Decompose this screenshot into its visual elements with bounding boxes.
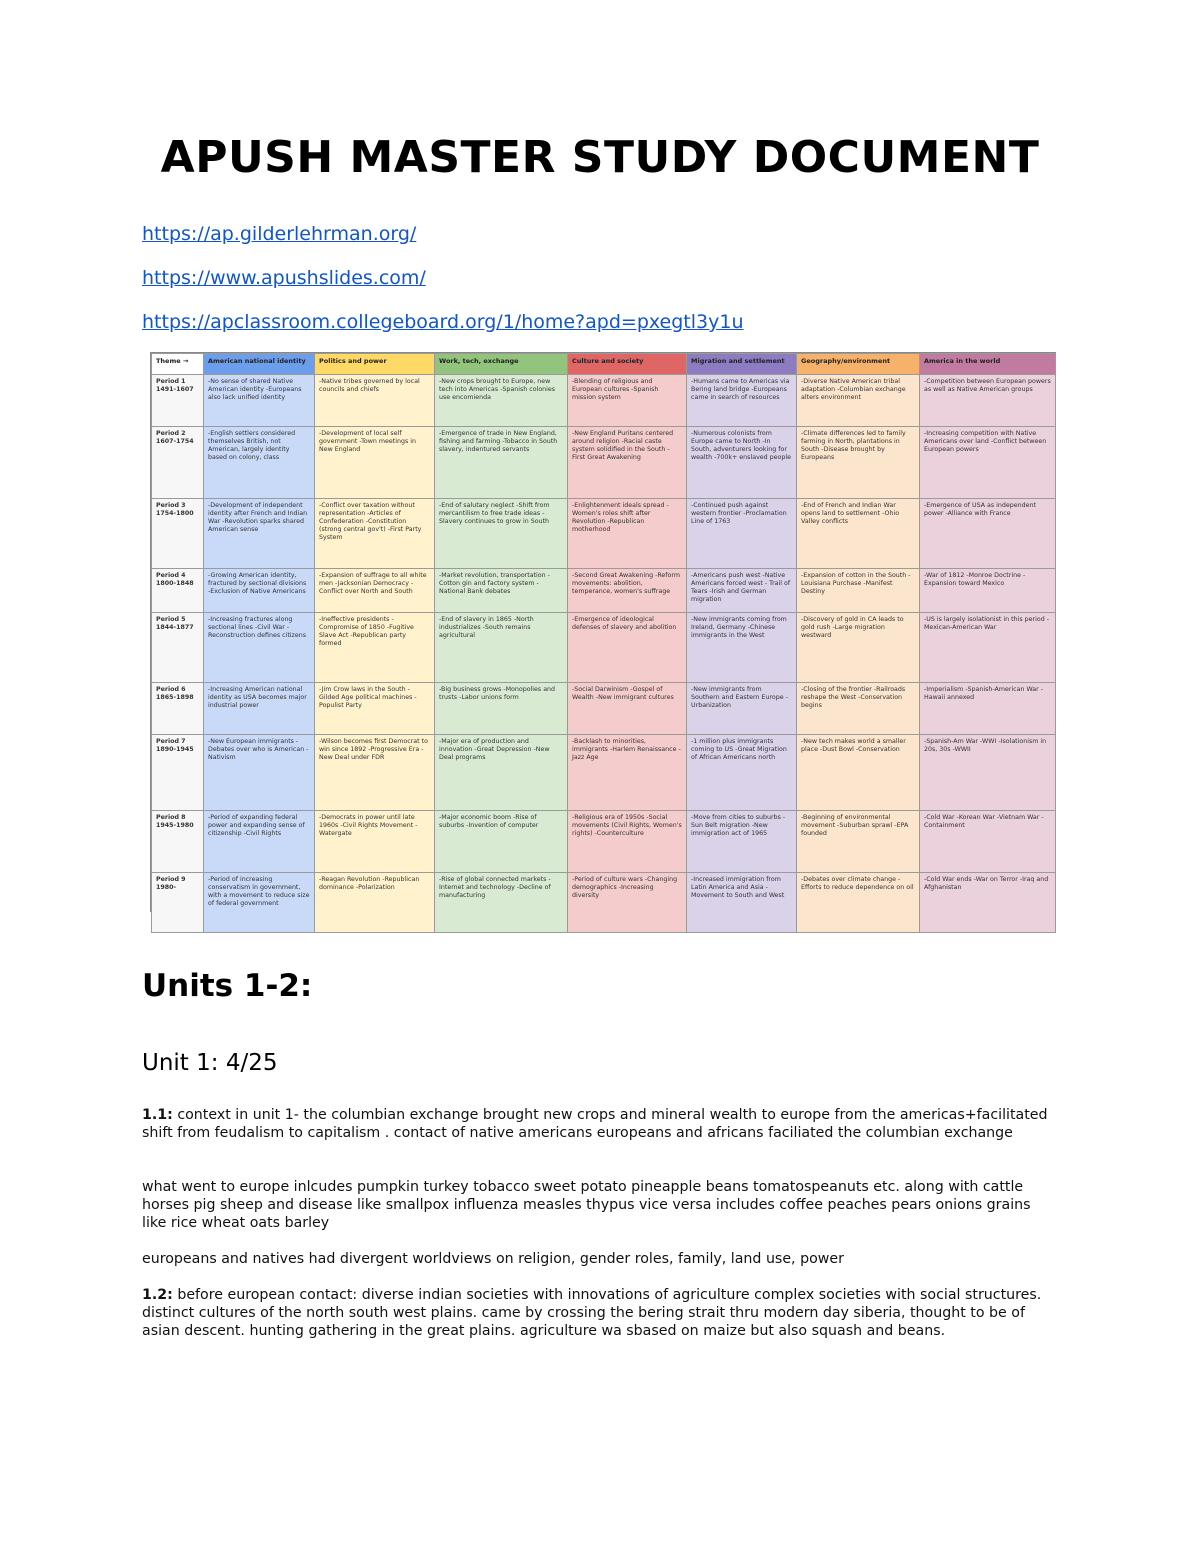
table-cell: -Climate differences led to family farming in North, plantations in South -Disease brought by Europeans [797, 427, 920, 499]
period-label: Period 2 1607-1754 [152, 427, 204, 499]
period-label: Period 7 1890-1945 [152, 735, 204, 811]
table-cell: -Discovery of gold in CA leads to gold rush -Large migration westward [797, 613, 920, 683]
themes-periods-table-image [150, 352, 1056, 912]
table-row [152, 683, 1056, 735]
paragraph-1-2 [142, 1286, 1058, 1340]
table-cell: -Period of expanding federal power and expanding sense of citizenship -Civil Rights [204, 811, 315, 873]
table-row [152, 811, 1056, 873]
paragraph-text: before european contact: diverse indian societies with innovations of agriculture complex societies with social structures. distinct cultures of the north south west plains. came by crossing the bering strait thru modern day siberia, thought to be of asian descent. hunting gathering in the great plains. agriculture wa sbased on maize but also squash and beans. [142, 1287, 1042, 1339]
table-cell: -Increasing competition with Native Americans over land -Conflict between European powers [920, 427, 1056, 499]
table-row [152, 569, 1056, 613]
paragraph-worldviews: europeans and natives had divergent worldviews on religion, gender roles, family, land use, power [142, 1251, 844, 1267]
table-header-row [152, 354, 1056, 375]
table-cell: -Expansion of suffrage to all white men -Jacksonian Democracy -Conflict over North and South [315, 569, 435, 613]
header-politics: Politics and power [315, 354, 435, 375]
period-label: Period 3 1754-1800 [152, 499, 204, 569]
period-label: Period 4 1800-1848 [152, 569, 204, 613]
table-cell: -Increased immigration from Latin America and Asia -Movement to South and West [687, 873, 797, 933]
header-geography: Geography/environment [797, 354, 920, 375]
paragraph-text: context in unit 1- the columbian exchange brought new crops and mineral wealth to europe from the americas+facilitated shift from feudalism to capitalism . contact of native americans europeans and africans faciliated the columbian exchange [142, 1107, 1048, 1141]
table-row [152, 613, 1056, 683]
table-cell: -End of slavery in 1865 -North industrializes -South remains agricultural [435, 613, 568, 683]
table-cell: -Market revolution, transportation -Cotton gin and factory system -National Bank debates [435, 569, 568, 613]
table-cell: -New immigrants coming from Ireland, Germany -Chinese immigrants in the West [687, 613, 797, 683]
table-row [152, 873, 1056, 933]
header-migration: Migration and settlement [687, 354, 797, 375]
table-cell: -Increasing fractures along sectional lines -Civil War -Reconstruction defines citizens [204, 613, 315, 683]
table-cell: -Religious era of 1950s -Social movements (Civil Rights, Women's rights) -Counterculture [568, 811, 687, 873]
table-row [152, 375, 1056, 427]
table-cell: -War of 1812 -Monroe Doctrine -Expansion toward Mexico [920, 569, 1056, 613]
period-label: Period 8 1945-1980 [152, 811, 204, 873]
header-culture: Culture and society [568, 354, 687, 375]
table-cell: -Competition between European powers as well as Native American groups [920, 375, 1056, 427]
table-cell: -Growing American identity, fractured by sectional divisions -Exclusion of Native Americans [204, 569, 315, 613]
table-row [152, 499, 1056, 569]
table-cell: -Ineffective presidents -Compromise of 1850 -Fugitive Slave Act -Republican party formed [315, 613, 435, 683]
table-cell: -New England Puritans centered around religion -Racial caste system solidified in the South -First Great Awakening [568, 427, 687, 499]
header-world: America in the world [920, 354, 1056, 375]
table-cell: -Emergence of trade in New England, fishing and farming -Tobacco in South slavery, indentured servants [435, 427, 568, 499]
table-cell: -Rise of global connected markets -Internet and technology -Decline of manufacturing [435, 873, 568, 933]
table-cell: -Major economic boom -Rise of suburbs -Invention of computer [435, 811, 568, 873]
table-cell: -Emergence of USA as independent power -Alliance with France [920, 499, 1056, 569]
paragraph-1-1 [142, 1106, 1058, 1142]
table-cell: -Expansion of cotton in the South -Louisiana Purchase -Manifest Destiny [797, 569, 920, 613]
table-cell: -Major era of production and innovation -Great Depression -New Deal programs [435, 735, 568, 811]
header-american-identity: American national identity [204, 354, 315, 375]
link-apushslides[interactable]: https://www.apushslides.com/ [142, 267, 426, 289]
table-row [152, 427, 1056, 499]
table-cell: -Period of culture wars -Changing demographics -Increasing diversity [568, 873, 687, 933]
table-cell: -Big business grows -Monopolies and trusts -Labor unions form [435, 683, 568, 735]
table-cell: -Numerous colonists from Europe came to North -In South, adventurers looking for wealth -700k+ enslaved people [687, 427, 797, 499]
link-gilderlehrman[interactable]: https://ap.gilderlehrman.org/ [142, 223, 417, 245]
table-cell: -Closing of the frontier -Railroads reshape the West -Conservation begins [797, 683, 920, 735]
table-cell: -New European immigrants -Debates over who is American -Nativism [204, 735, 315, 811]
period-label: Period 6 1865-1898 [152, 683, 204, 735]
period-label: Period 5 1844-1877 [152, 613, 204, 683]
header-work: Work, tech, exchange [435, 354, 568, 375]
table-cell: -Move from cities to suburbs -Sun Belt migration -New immigration act of 1965 [687, 811, 797, 873]
header-corner: Theme → [152, 354, 204, 375]
table-cell: -English settlers considered themselves British, not American, largely identity based on colony, class [204, 427, 315, 499]
table-cell: -1 million plus immigrants coming to US -Great Migration of African Americans north [687, 735, 797, 811]
table-cell: -Second Great Awakening -Reform movements: abolition, temperance, women's suffrage [568, 569, 687, 613]
table-cell: -Period of increasing conservatism in government, with a movement to reduce size of federal government [204, 873, 315, 933]
table-cell: -Imperialism -Spanish-American War -Hawaii annexed [920, 683, 1056, 735]
table-cell: -Development of independent identity after French and Indian War -Revolution sparks shared American sense [204, 499, 315, 569]
table-row [152, 735, 1056, 811]
table-cell: -Debates over climate change -Efforts to reduce dependence on oil [797, 873, 920, 933]
table-cell: -Jim Crow laws in the South -Gilded Age political machines -Populist Party [315, 683, 435, 735]
table-cell: -US is largely isolationist in this period -Mexican-American War [920, 613, 1056, 683]
resource-links [142, 222, 744, 334]
table-cell: -Cold War -Korean War -Vietnam War -Containment [920, 811, 1056, 873]
table-cell: -End of French and Indian War opens land to settlement -Ohio Valley conflicts [797, 499, 920, 569]
table-cell: -Americans push west -Native Americans forced west - Trail of Tears -Irish and German migration [687, 569, 797, 613]
table-cell: -Enlightenment ideals spread -Women's roles shift after Revolution -Republican motherhood [568, 499, 687, 569]
table-cell: -Diverse Native American tribal adaptation -Columbian exchange alters environment [797, 375, 920, 427]
themes-periods-table [151, 353, 1056, 933]
table-cell: -Wilson becomes first Democrat to win since 1892 -Progressive Era -New Deal under FDR [315, 735, 435, 811]
link-apclassroom[interactable]: https://apclassroom.collegeboard.org/1/home?apd=pxegtl3y1u [142, 311, 744, 333]
document-title: APUSH MASTER STUDY DOCUMENT [160, 132, 1040, 183]
table-cell: -Development of local self government -Town meetings in New England [315, 427, 435, 499]
table-cell: -Backlash to minorities, immigrants -Harlem Renaissance -Jazz Age [568, 735, 687, 811]
table-cell: -Increasing American national identity as USA becomes major industrial power [204, 683, 315, 735]
table-cell: -Blending of religious and European cultures -Spanish mission system [568, 375, 687, 427]
table-cell: -Spanish-Am War -WWI -Isolationism in 20s, 30s -WWII [920, 735, 1056, 811]
paragraph-label: 1.1: [142, 1107, 173, 1123]
table-cell: -New crops brought to Europe, new tech into Americas -Spanish colonies use encomienda [435, 375, 568, 427]
table-cell: -Social Darwinism -Gospel of Wealth -New immigrant cultures [568, 683, 687, 735]
table-cell: -Humans came to Americas via Bering land bridge -Europeans came in search of resources [687, 375, 797, 427]
period-label: Period 1 1491-1607 [152, 375, 204, 427]
table-cell: -Continued push against western frontier -Proclamation Line of 1763 [687, 499, 797, 569]
table-cell: -Beginning of environmental movement -Suburban sprawl -EPA founded [797, 811, 920, 873]
table-cell: -Reagan Revolution -Republican dominance -Polarization [315, 873, 435, 933]
units-heading: Units 1-2: [142, 968, 313, 1004]
table-cell: -End of salutary neglect -Shift from mercantilism to free trade ideas -Slavery continues to grow in South [435, 499, 568, 569]
table-cell: -New tech makes world a smaller place -Dust Bowl -Conservation [797, 735, 920, 811]
table-cell: -Conflict over taxation without representation -Articles of Confederation -Constitution (strong central gov't) -First Party System [315, 499, 435, 569]
paragraph-exchange-goods: what went to europe inlcudes pumpkin turkey tobacco sweet potato pineapple beans tomatospeanuts etc. along with cattle horses pig sheep and disease like smallpox influenza measles thypus vice versa includes coffee peaches pears onions grains like rice wheat oats barley [142, 1179, 1031, 1231]
table-cell: -No sense of shared Native American identity -Europeans also lack unified identity [204, 375, 315, 427]
table-cell: -New immigrants from Southern and Eastern Europe -Urbanization [687, 683, 797, 735]
table-cell: -Democrats in power until late 1960s -Civil Rights Movement -Watergate [315, 811, 435, 873]
paragraph-label: 1.2: [142, 1287, 173, 1303]
table-cell: -Emergence of ideological defenses of slavery and abolition [568, 613, 687, 683]
unit-1-heading: Unit 1: 4/25 [142, 1050, 278, 1076]
table-cell: -Native tribes governed by local councils and chiefs [315, 375, 435, 427]
period-label: Period 9 1980- [152, 873, 204, 933]
table-cell: -Cold War ends -War on Terror -Iraq and Afghanistan [920, 873, 1056, 933]
